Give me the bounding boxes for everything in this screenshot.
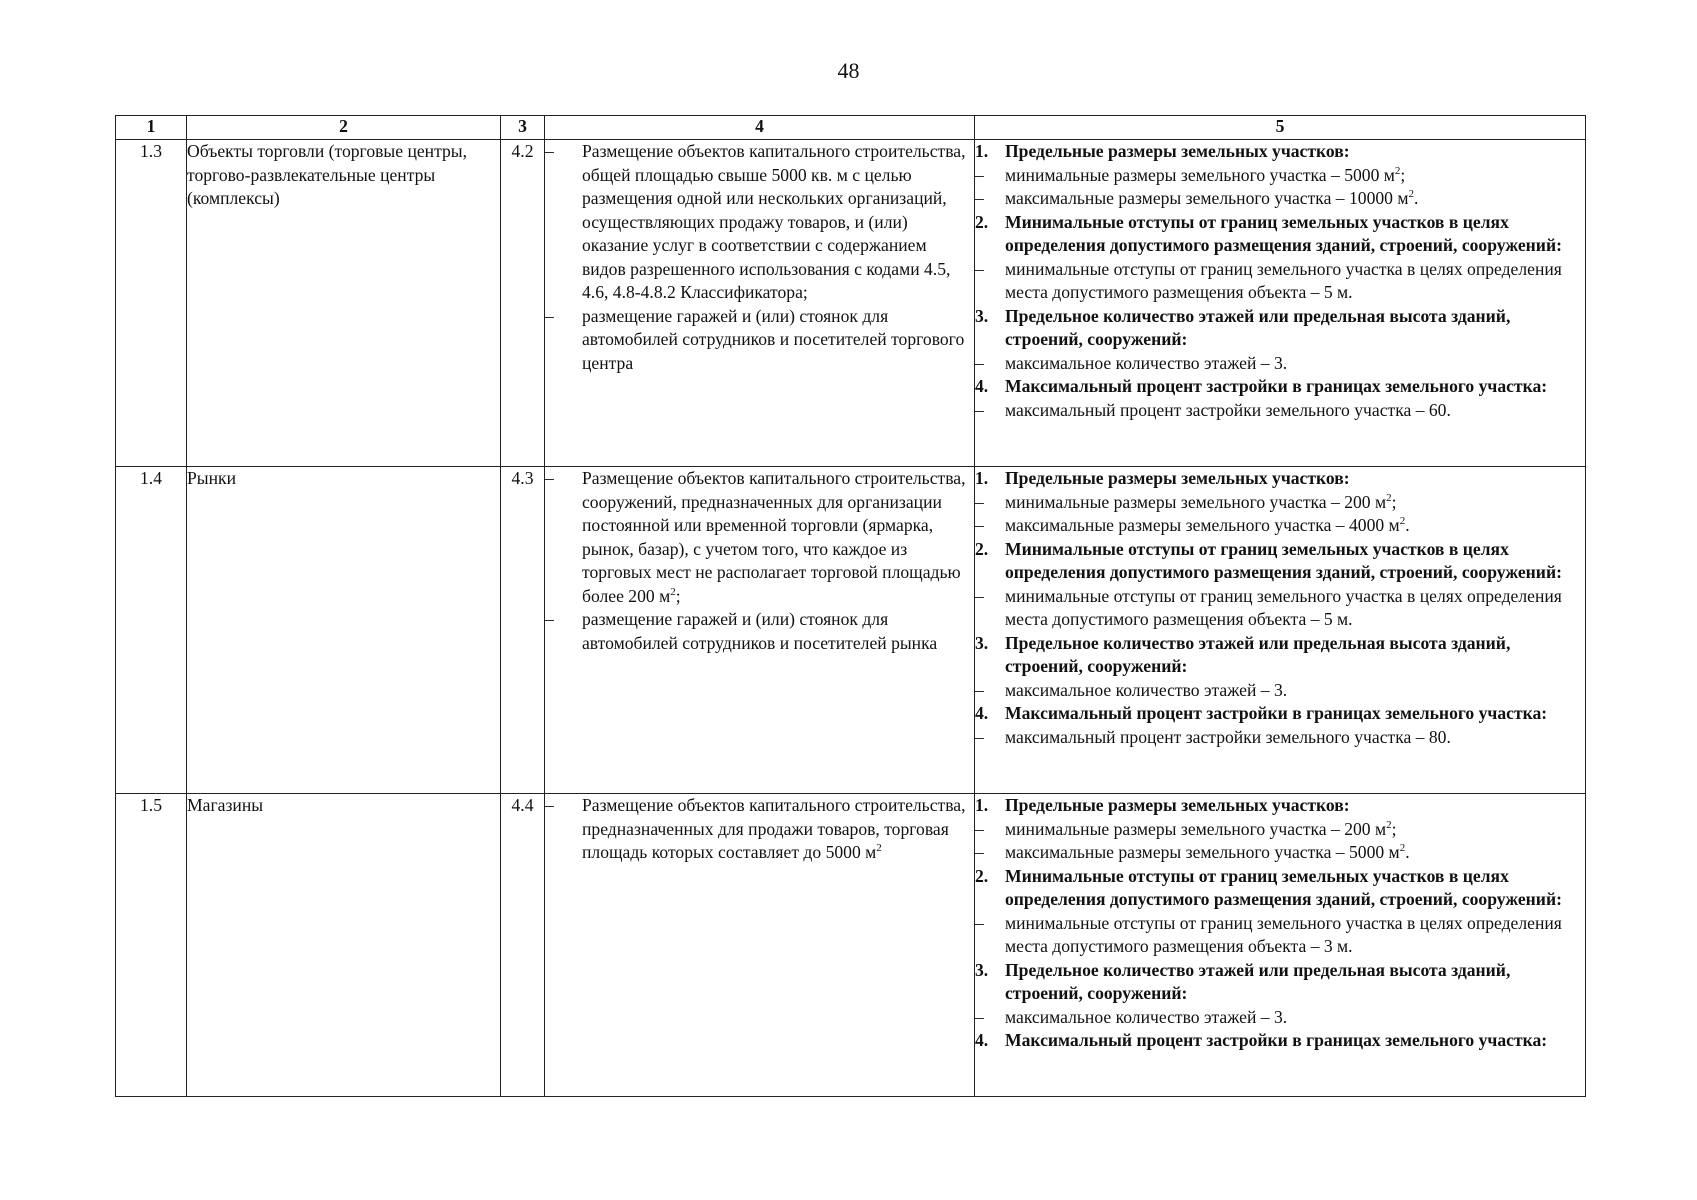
dash-marker: –: [975, 258, 984, 279]
superscript: 2: [670, 585, 676, 598]
parameter-text: минимальные отступы от границ земельного участка в целях определения места допустимого размещения объекта – 5 м.: [1005, 258, 1562, 302]
parameter-text-wrap: [1005, 818, 1585, 842]
parameter-text-wrap: [1005, 726, 1585, 750]
parameter-text-wrap: [1005, 865, 1585, 912]
parameter-heading: [975, 305, 1585, 352]
parameter-text: максимальные размеры земельного участка – 4000 м: [1005, 515, 1400, 535]
parameter-text: минимальные размеры земельного участка – 5000 м: [1005, 164, 1395, 185]
dash-marker: –: [545, 305, 554, 326]
parameter-text-wrap: [1005, 258, 1585, 305]
parameter-text-wrap: [1005, 538, 1585, 585]
dash-marker: –: [545, 468, 554, 488]
number-marker: 2.: [975, 865, 989, 886]
number-marker: 2.: [975, 211, 989, 232]
parameter-text: минимальные отступы от границ земельного участка в целях определения места допустимого размещения объекта – 3 м.: [1005, 912, 1562, 956]
dash-marker: –: [975, 585, 984, 606]
parameter-item: [975, 818, 1585, 842]
parameter-text: минимальные размеры земельного участка – 200 м: [1005, 818, 1387, 839]
description-item: [545, 467, 974, 608]
parameter-text-wrap: [1005, 679, 1585, 703]
parameter-item: [975, 352, 1585, 376]
description-text: размещение гаражей и (или) стоянок для автомобилей сотрудников и посетителей торгового центра: [582, 305, 965, 373]
trailing-punct: .: [1414, 188, 1419, 208]
number-marker: 2.: [975, 538, 989, 559]
parameter-text: Предельные размеры земельных участков:: [1005, 795, 1350, 815]
row-number-cell: 1.5: [116, 794, 187, 1097]
number-marker: 3.: [975, 305, 989, 326]
parameter-text: Предельное количество этажей или предельная высота зданий, строений, сооружений:: [1005, 632, 1511, 676]
parameter-item: [975, 399, 1585, 423]
parameter-text-wrap: [1005, 187, 1585, 211]
dash-marker: –: [545, 795, 554, 815]
description-text-wrap: [582, 140, 974, 305]
number-marker: 3.: [975, 632, 989, 653]
parameters-list: [975, 140, 1585, 422]
parameter-text: Предельное количество этажей или предельная высота зданий, строений, сооружений:: [1005, 305, 1511, 349]
trailing-punct: .: [1405, 515, 1410, 535]
parameter-text: максимальное количество этажей – 3.: [1005, 352, 1288, 373]
parameter-text: Максимальный процент застройки в границах земельного участка:: [1005, 703, 1548, 723]
superscript: 2: [1399, 842, 1406, 855]
parameter-text-wrap: [1005, 841, 1585, 865]
parameter-text-wrap: [1005, 1029, 1585, 1053]
description-text-wrap: [582, 305, 974, 376]
parameter-item: [975, 726, 1585, 750]
parameter-item: [975, 187, 1585, 211]
use-name-cell: Рынки: [187, 467, 501, 794]
parameter-text: Минимальные отступы от границ земельных участков в целях определения допустимого размещения зданий, строений, сооружений:: [1005, 538, 1562, 582]
land-use-table: [115, 115, 1586, 1097]
parameters-list: [975, 794, 1585, 1053]
use-description-cell: [545, 794, 975, 1097]
parameter-item: [975, 1006, 1585, 1030]
description-text-wrap: [582, 467, 974, 608]
parameter-text-wrap: [1005, 794, 1585, 818]
use-description-cell: [545, 140, 975, 467]
parameter-text: максимальное количество этажей – 3.: [1005, 1006, 1288, 1027]
description-text: Размещение объектов капитального строительства, общей площадью свыше 5000 кв. м с целью размещения одной или нескольких организаций, осуществляющих продажу товаров, и (или) оказание услуг в соответствии с содержанием видов разрешенного использования с кодами 4.5, 4.6, 4.8-4.8.2 Классификатора;: [582, 141, 966, 302]
parameter-heading: [975, 959, 1585, 1006]
superscript: 2: [1394, 164, 1401, 177]
trailing-punct: .: [1405, 842, 1410, 862]
parameter-text-wrap: [1005, 702, 1585, 726]
header-cell: 1: [116, 116, 187, 140]
parameter-text: минимальные отступы от границ земельного участка в целях определения места допустимого размещения объекта – 5 м.: [1005, 585, 1562, 629]
parameter-heading: [975, 140, 1585, 164]
parameter-text: Предельные размеры земельных участков:: [1005, 141, 1350, 161]
dash-marker: –: [975, 818, 984, 839]
dash-marker: –: [975, 515, 984, 535]
parameter-text: максимальные размеры земельного участка – 10000 м: [1005, 188, 1409, 208]
dash-marker: –: [975, 1006, 984, 1027]
trailing-punct: ;: [1391, 491, 1397, 512]
use-description-cell: [545, 467, 975, 794]
superscript: 2: [1386, 818, 1392, 831]
parameter-text-wrap: [1005, 375, 1585, 399]
parameter-text-wrap: [1005, 959, 1585, 1006]
number-marker: 4.: [975, 376, 989, 396]
header-cell: 2: [187, 116, 501, 140]
use-code-cell: 4.4: [501, 794, 545, 1097]
use-name-cell: Магазины: [187, 794, 501, 1097]
description-text-wrap: [582, 608, 974, 655]
trailing-punct: ;: [1391, 818, 1397, 839]
number-marker: 4.: [975, 703, 989, 723]
parameter-item: [975, 491, 1585, 515]
parameter-text: Предельные размеры земельных участков:: [1005, 468, 1350, 488]
parameter-text-wrap: [1005, 467, 1585, 491]
description-item: [545, 608, 974, 655]
parameter-text-wrap: [1005, 632, 1585, 679]
parameter-text: максимальный процент застройки земельного участка – 80.: [1005, 726, 1451, 747]
number-marker: 4.: [975, 1030, 989, 1050]
parameter-text: Минимальные отступы от границ земельных участков в целях определения допустимого размещения зданий, строений, сооружений:: [1005, 211, 1562, 255]
parameter-text: Минимальные отступы от границ земельных участков в целях определения допустимого размещения зданий, строений, сооружений:: [1005, 865, 1562, 909]
parameter-heading: [975, 702, 1585, 726]
superscript: 2: [1399, 515, 1406, 528]
parameter-item: [975, 514, 1585, 538]
parameter-item: [975, 258, 1585, 305]
parameter-heading: [975, 865, 1585, 912]
superscript: 2: [1408, 188, 1414, 201]
dash-marker: –: [975, 399, 984, 420]
parameter-item: [975, 912, 1585, 959]
superscript: 2: [876, 842, 882, 855]
number-marker: 1.: [975, 468, 989, 488]
dash-marker: –: [975, 679, 984, 700]
number-marker: 1.: [975, 141, 989, 161]
use-name-cell: Объекты торговли (торговые центры, торгово-развлекательные центры (комплексы): [187, 140, 501, 467]
parameter-item: [975, 164, 1585, 188]
dash-marker: –: [975, 352, 984, 373]
parameter-text: Предельное количество этажей или предельная высота зданий, строений, сооружений:: [1005, 959, 1511, 1003]
table-row: [116, 467, 1586, 794]
table-row: [116, 140, 1586, 467]
description-text-wrap: [582, 794, 974, 865]
description-item: [545, 140, 974, 305]
description-text: размещение гаражей и (или) стоянок для автомобилей сотрудников и посетителей рынка: [582, 609, 938, 653]
description-item: [545, 794, 974, 865]
header-cell: 3: [501, 116, 545, 140]
parameter-text-wrap: [1005, 211, 1585, 258]
parameter-item: [975, 679, 1585, 703]
parameter-heading: [975, 1029, 1585, 1053]
parameter-text-wrap: [1005, 585, 1585, 632]
parameter-heading: [975, 375, 1585, 399]
parameter-heading: [975, 211, 1585, 258]
parameter-text: максимальный процент застройки земельного участка – 60.: [1005, 399, 1451, 420]
parameter-item: [975, 841, 1585, 865]
parameter-text-wrap: [1005, 305, 1585, 352]
trailing-punct: ;: [1400, 164, 1406, 185]
parameters-cell: [975, 794, 1586, 1097]
parameter-text-wrap: [1005, 491, 1585, 515]
parameter-text: максимальное количество этажей – 3.: [1005, 679, 1288, 700]
table-row: [116, 794, 1586, 1097]
parameter-heading: [975, 538, 1585, 585]
dash-marker: –: [975, 726, 984, 747]
parameter-text: Максимальный процент застройки в границах земельного участка:: [1005, 376, 1548, 396]
use-code-cell: 4.3: [501, 467, 545, 794]
row-number-cell: 1.4: [116, 467, 187, 794]
parameter-heading: [975, 794, 1585, 818]
parameter-text-wrap: [1005, 140, 1585, 164]
parameter-text: Максимальный процент застройки в границах земельного участка:: [1005, 1030, 1548, 1050]
parameter-text-wrap: [1005, 352, 1585, 376]
parameter-item: [975, 585, 1585, 632]
superscript: 2: [1386, 491, 1392, 504]
parameter-text-wrap: [1005, 514, 1585, 538]
dash-marker: –: [975, 842, 984, 862]
description-text: Размещение объектов капитального строительства, предназначенных для продажи товаров, торговая площадь которых составляет до 5000 м: [582, 795, 966, 862]
dash-marker: –: [545, 141, 554, 161]
parameter-text: максимальные размеры земельного участка – 5000 м: [1005, 842, 1400, 862]
dash-marker: –: [975, 491, 984, 512]
header-cell: 4: [545, 116, 975, 140]
parameters-cell: [975, 467, 1586, 794]
header-cell: 5: [975, 116, 1586, 140]
parameter-text-wrap: [1005, 164, 1585, 188]
header-row: [116, 116, 1586, 140]
number-marker: 1.: [975, 795, 989, 815]
number-marker: 3.: [975, 959, 989, 980]
parameter-text-wrap: [1005, 1006, 1585, 1030]
parameter-text-wrap: [1005, 399, 1585, 423]
use-code-cell: 4.2: [501, 140, 545, 467]
page-number: 48: [837, 58, 860, 83]
row-number-cell: 1.3: [116, 140, 187, 467]
parameters-list: [975, 467, 1585, 749]
trailing-punct: ;: [675, 585, 681, 606]
dash-marker: –: [975, 164, 984, 185]
parameter-heading: [975, 467, 1585, 491]
parameter-text-wrap: [1005, 912, 1585, 959]
description-text: Размещение объектов капитального строительства, сооружений, предназначенных для организации постоянной или временной торговли (ярмарка, рынок, базар), с учетом того, что каждое из торговых мест не располагает торговой площадью более 200 м: [582, 468, 966, 606]
parameters-cell: [975, 140, 1586, 467]
parameter-heading: [975, 632, 1585, 679]
parameter-text: минимальные размеры земельного участка – 200 м: [1005, 491, 1387, 512]
description-item: [545, 305, 974, 376]
dash-marker: –: [545, 609, 554, 629]
dash-marker: –: [975, 912, 984, 933]
dash-marker: –: [975, 188, 984, 208]
